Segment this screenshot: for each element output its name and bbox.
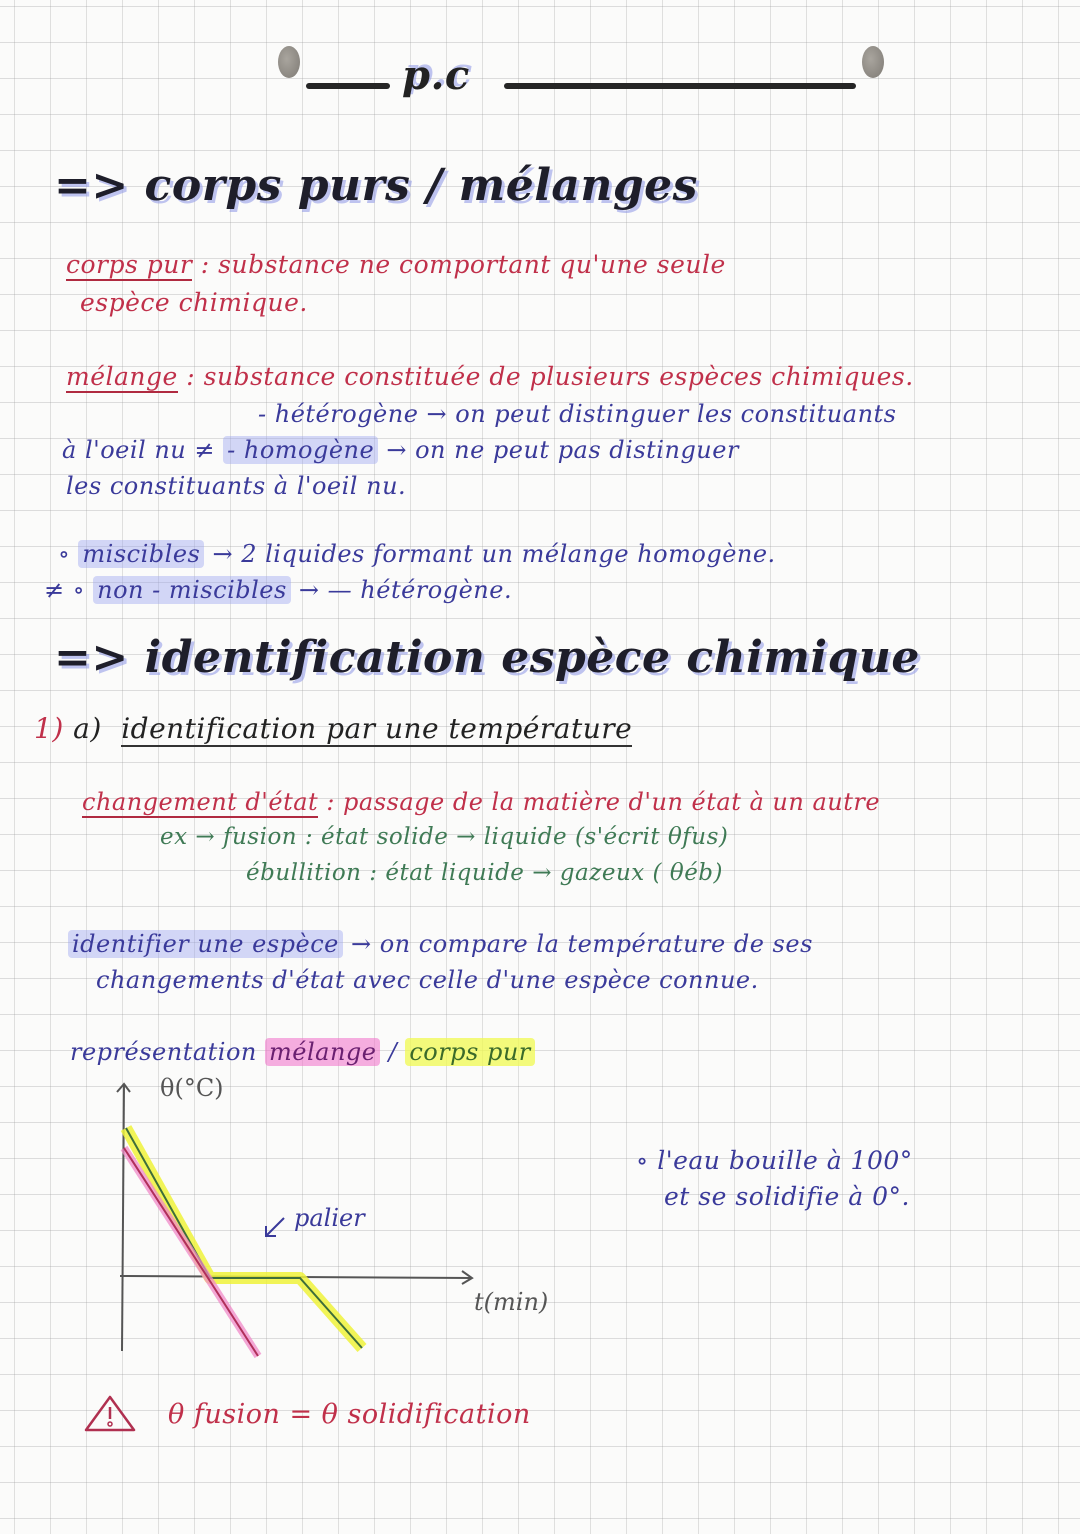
warning-text: θ fusion = θ solidification bbox=[168, 1398, 531, 1430]
definition-melange bbox=[66, 362, 914, 391]
term-corps-pur: corps pur bbox=[66, 250, 193, 279]
curve-corps-pur-highlight bbox=[126, 1128, 362, 1348]
melange-homogene-line: à l'oeil nu ≠ - homogène → on ne peut pas distinguer bbox=[62, 436, 739, 464]
example-ebullition: ébullition : état liquide → gazeux ( θéb) bbox=[246, 860, 723, 886]
section-title-identification: => identification espèce chimique bbox=[54, 632, 920, 683]
binder-hole-right bbox=[862, 46, 884, 78]
section-title-corps-purs-melanges: => corps purs / mélanges bbox=[54, 160, 698, 211]
legend-melange: mélange bbox=[265, 1038, 380, 1066]
example-fusion: ex → fusion : état solide → liquide (s'écrit θfus) bbox=[160, 824, 729, 850]
cooling-curve-chart bbox=[100, 1066, 620, 1366]
miscibles-line: ∘ miscibles → 2 liquides formant un mélange homogène. bbox=[58, 540, 776, 568]
palier-label: palier bbox=[294, 1204, 365, 1232]
representation-heading: représentation mélange / corps pur bbox=[70, 1038, 535, 1066]
definition-corps-pur-line2: espèce chimique. bbox=[80, 288, 308, 317]
warning-row bbox=[82, 1394, 531, 1434]
x-axis-label: t(min) bbox=[474, 1288, 549, 1316]
non-miscibles-line: ≠ ∘ non - miscibles → — hétérogène. bbox=[44, 576, 513, 604]
definition-changement-etat: changement d'état : passage de la matière d'un état à un autre bbox=[82, 788, 881, 816]
legend-corps-pur: corps pur bbox=[405, 1038, 534, 1066]
binder-hole-left bbox=[278, 46, 300, 78]
definition-melange-text: : substance constituée de plusieurs espèces chimiques. bbox=[177, 362, 914, 391]
definition-corps-pur-text: : substance ne comportant qu'une seule bbox=[192, 250, 726, 279]
curve-melange bbox=[124, 1148, 258, 1356]
header-rule-right bbox=[504, 83, 856, 89]
subsection-heading bbox=[34, 712, 632, 745]
warning-triangle-icon bbox=[82, 1394, 138, 1434]
y-axis-label: θ(°C) bbox=[160, 1074, 224, 1102]
term-miscibles: miscibles bbox=[78, 540, 204, 568]
subsection-number: 1) bbox=[34, 712, 64, 745]
header-rule-left bbox=[306, 83, 390, 89]
note-eau-line2: et se solidifie à 0°. bbox=[664, 1182, 910, 1211]
term-homogene: - homogène bbox=[223, 436, 378, 464]
subsection-letter: a) bbox=[73, 712, 102, 745]
note-eau-line1: ∘ l'eau bouille à 100° bbox=[636, 1146, 913, 1175]
term-identifier-espece: identifier une espèce bbox=[68, 930, 343, 958]
melange-line4: les constituants à l'oeil nu. bbox=[66, 472, 407, 500]
identifier-line2: changements d'état avec celle d'une espèce connue. bbox=[96, 966, 759, 994]
term-melange: mélange bbox=[66, 362, 178, 391]
subsection-title: identification par une température bbox=[121, 712, 633, 745]
definition-corps-pur bbox=[66, 250, 726, 279]
identifier-line1: identifier une espèce → on compare la température de ses bbox=[68, 930, 813, 958]
melange-heterogene-line: - hétérogène → on peut distinguer les constituants bbox=[258, 400, 897, 428]
term-non-miscibles: non - miscibles bbox=[93, 576, 291, 604]
term-changement-etat: changement d'état bbox=[82, 788, 319, 816]
header-label: p.c bbox=[402, 52, 470, 99]
